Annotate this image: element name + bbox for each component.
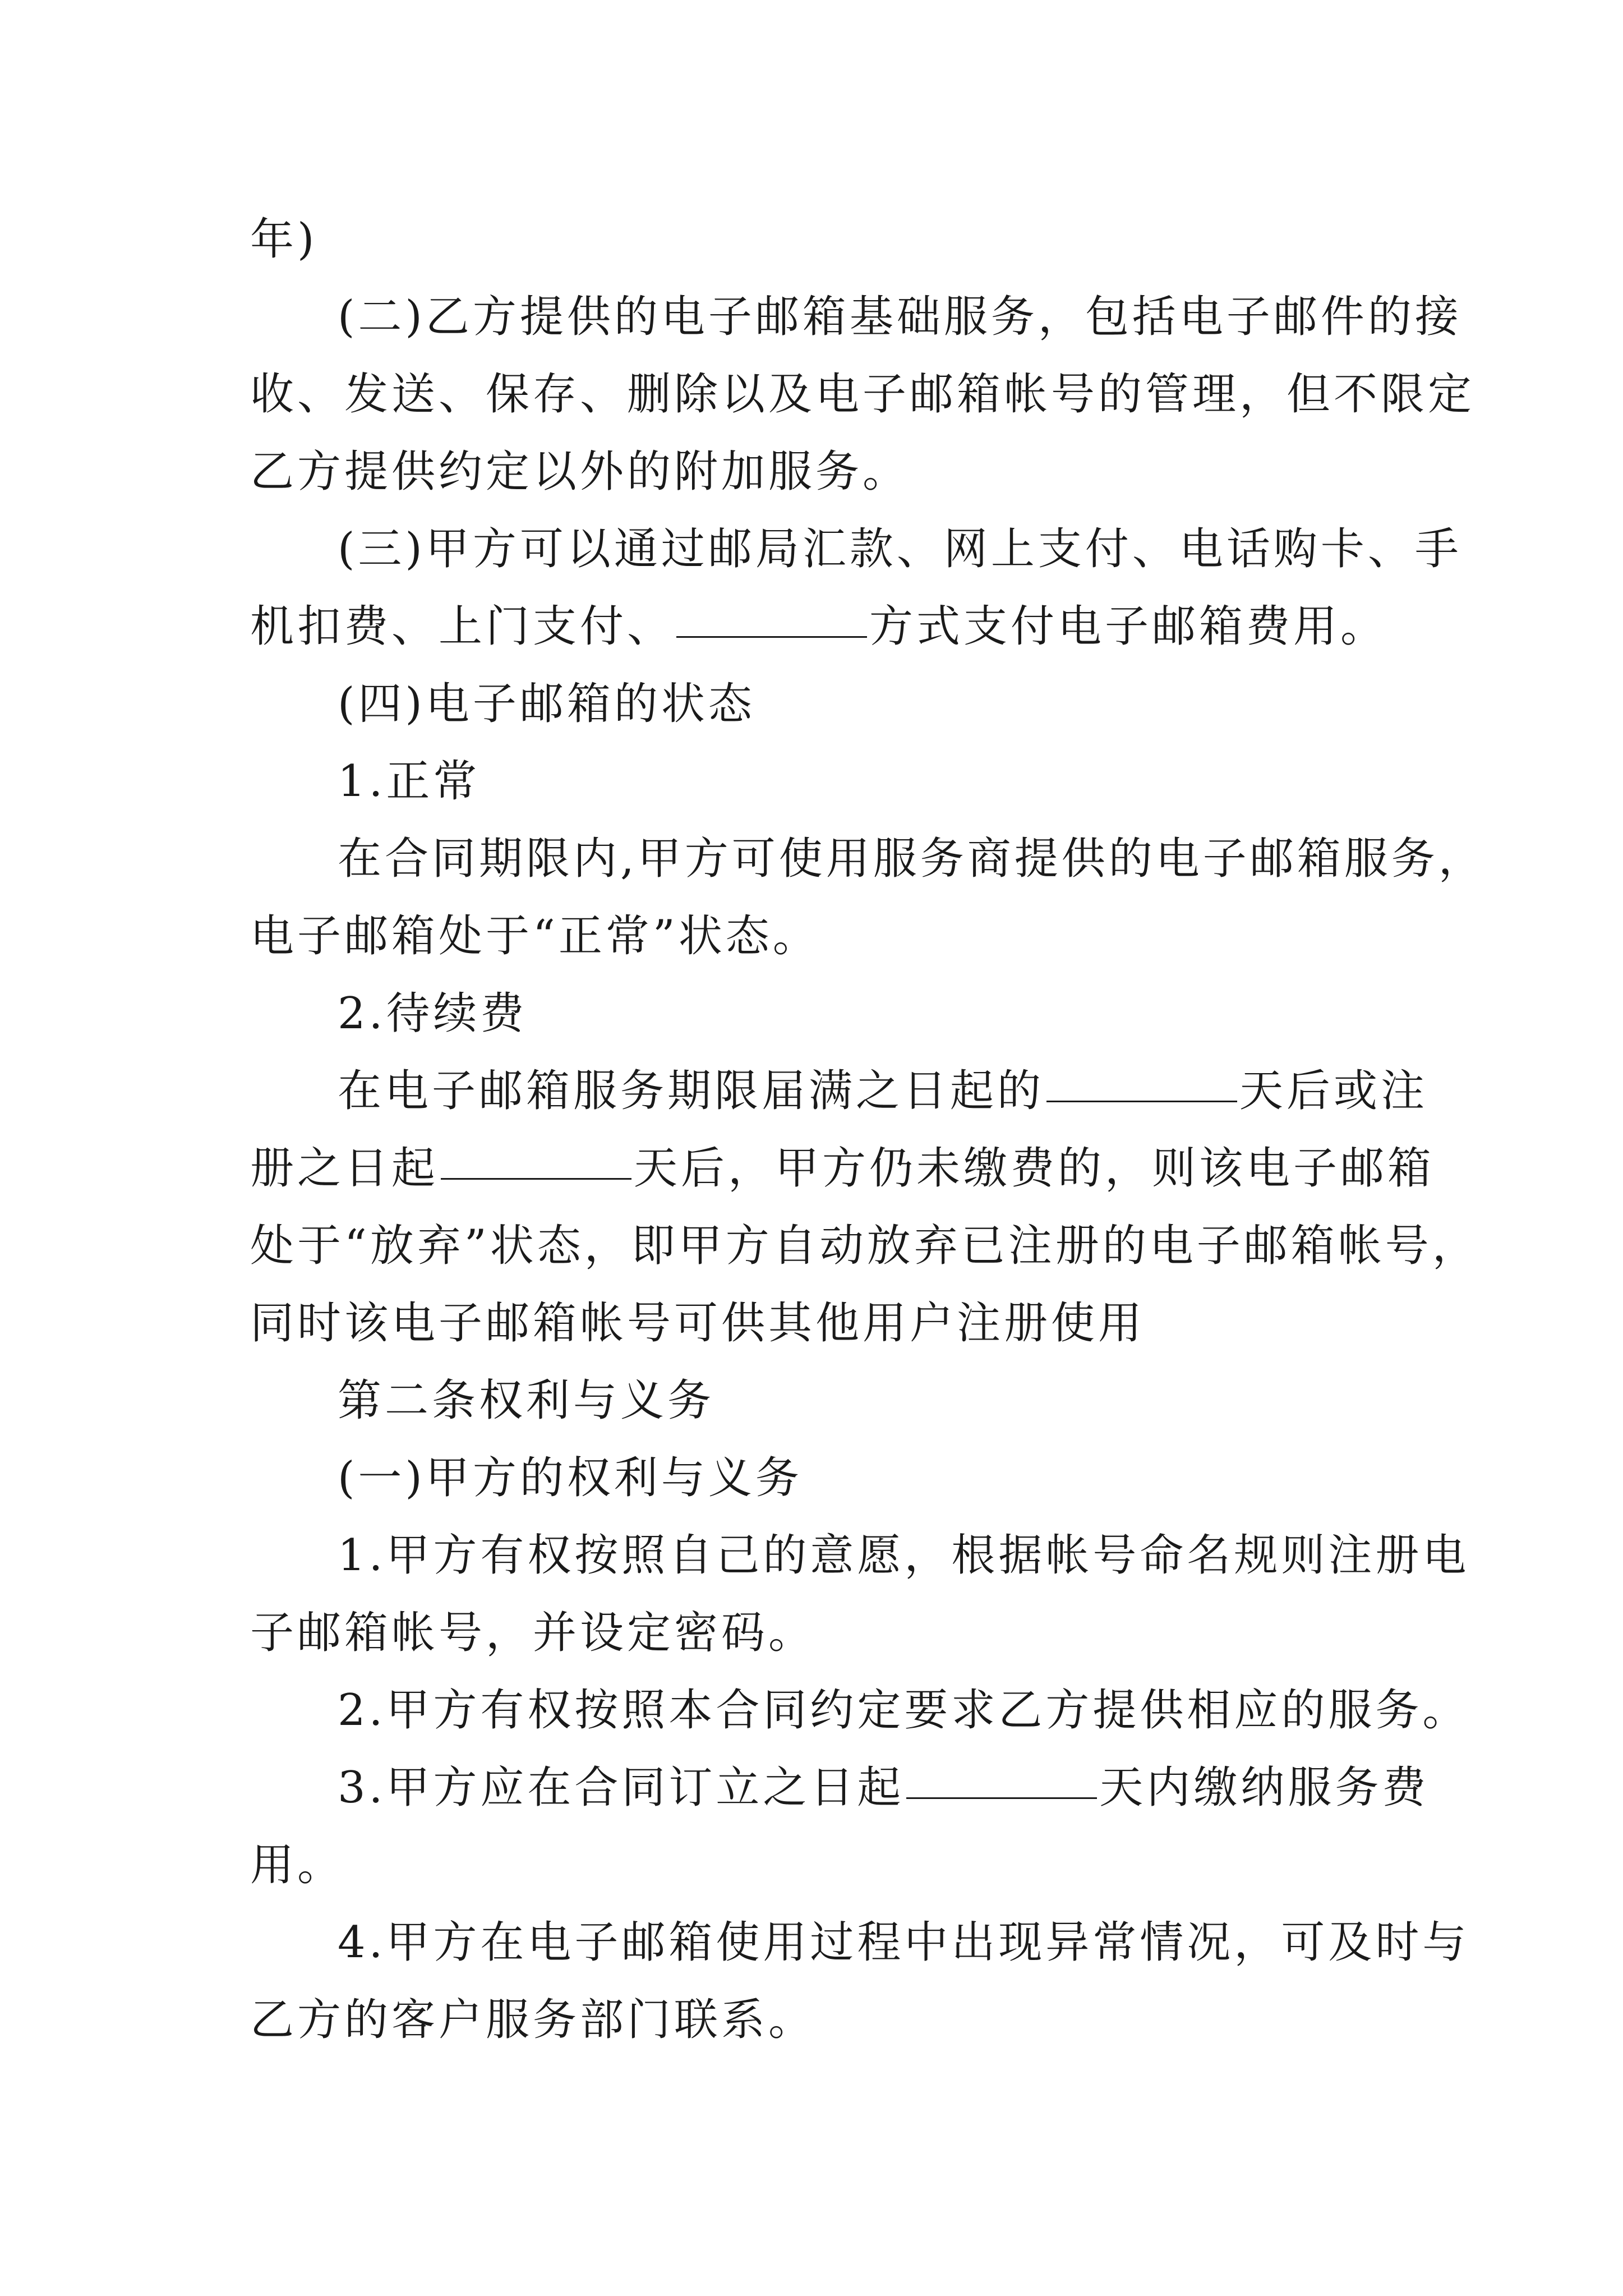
paragraph-first-line: 1.甲方有权按照自己的意愿，根据帐号命名规则注册电 xyxy=(338,1530,1470,1581)
text-line: 电子邮箱处于“正常”状态。 xyxy=(250,911,820,961)
paragraph-first-line: 在合同期限内,甲方可使用服务商提供的电子邮箱服务， xyxy=(338,834,1486,884)
text-line: 处于“放弃”状态，即甲方自动放弃已注册的电子邮箱帐号， xyxy=(250,1221,1479,1271)
section-heading: (四)电子邮箱的状态 xyxy=(338,679,755,729)
paragraph-first-line: 2.甲方有权按照本合同约定要求乙方提供相应的服务。 xyxy=(338,1685,1470,1736)
text-line: 同时该电子邮箱帐号可供其他用户注册使用 xyxy=(250,1298,1146,1349)
text-line: 乙方提供约定以外的附加服务。 xyxy=(250,447,910,497)
text-segment: 3.甲方应在合同订立之日起 xyxy=(338,1763,905,1813)
section-heading: (一)甲方的权利与义务 xyxy=(338,1453,803,1503)
text-segment: 天后或注 xyxy=(1239,1066,1428,1116)
text-segment: 机扣费、上门支付、 xyxy=(250,601,675,652)
text-segment: 册之日起 xyxy=(250,1143,439,1194)
paragraph-2-first-line: (二)乙方提供的电子邮箱基础服务，包括电子邮件的接 xyxy=(338,292,1462,342)
paragraph-3-first-line: (三)甲方可以通过邮局汇款、网上支付、电话购卡、手 xyxy=(338,524,1462,574)
text-line: 用。 xyxy=(250,1840,345,1890)
text-segment: 天内缴纳服务费 xyxy=(1099,1763,1430,1813)
text-line: 年) xyxy=(250,214,318,265)
text-line-with-blank xyxy=(250,1130,1435,1207)
text-line: 子邮箱帐号，并设定密码。 xyxy=(250,1608,816,1658)
fill-in-blank xyxy=(676,591,867,638)
text-segment: 天后，甲方仍未缴费的，则该电子邮箱 xyxy=(634,1143,1435,1194)
fill-in-blank xyxy=(906,1752,1097,1799)
text-line-with-blank xyxy=(250,588,1388,665)
text-line-with-blank xyxy=(250,1052,1428,1130)
document-page xyxy=(250,201,1486,2059)
text-segment: 方式支付电子邮箱费用。 xyxy=(869,601,1388,652)
item-heading: 2.待续费 xyxy=(338,988,528,1039)
text-line-with-blank xyxy=(250,1749,1430,1826)
text-line: 乙方的客户服务部门联系。 xyxy=(250,1995,816,2045)
fill-in-blank xyxy=(441,1133,631,1180)
text-segment: 在电子邮箱服务期限届满之日起的 xyxy=(338,1066,1045,1116)
text-line: 收、发送、保存、删除以及电子邮箱帐号的管理，但不限定 xyxy=(250,369,1476,420)
article-heading: 第二条权利与义务 xyxy=(338,1375,715,1426)
paragraph-first-line: 4.甲方在电子邮箱使用过程中出现异常情况，可及时与 xyxy=(338,1917,1470,1968)
fill-in-blank xyxy=(1046,1056,1237,1102)
item-heading: 1.正常 xyxy=(338,756,481,807)
